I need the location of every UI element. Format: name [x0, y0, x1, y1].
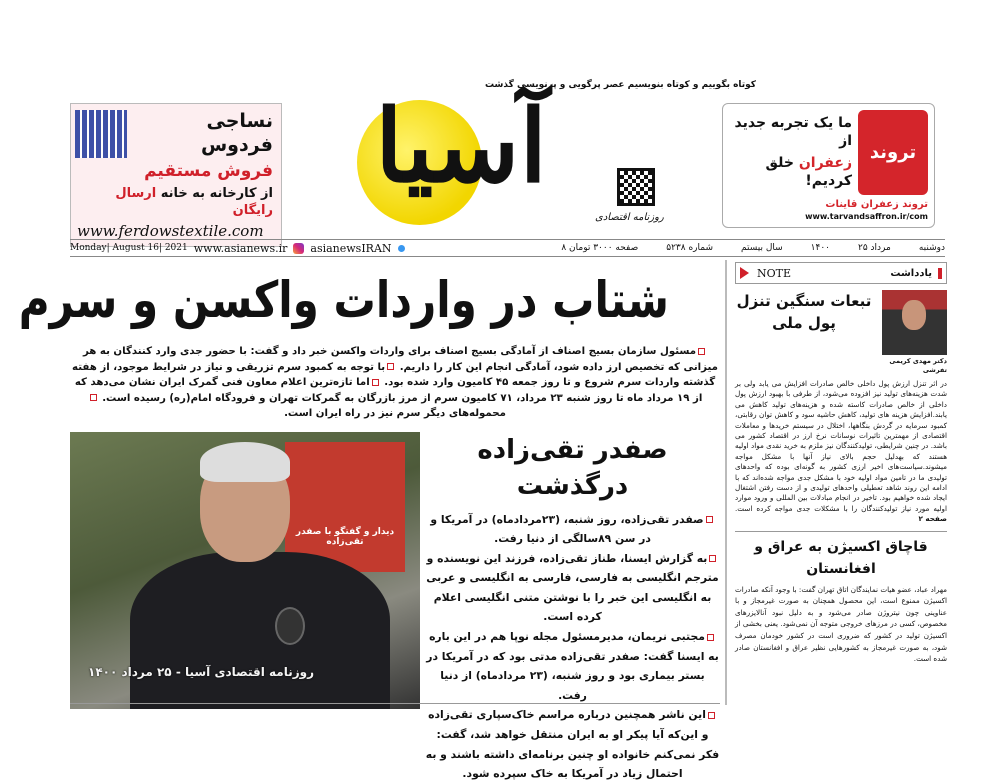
ad-top-row: [729, 110, 928, 195]
note-header: [735, 290, 947, 375]
ad-url[interactable]: www.tarvandsaffron.ir/com: [805, 212, 928, 221]
paragraph: [425, 510, 720, 549]
divider: [735, 531, 947, 532]
article2-headline[interactable]: قاچاق اکسیژن به عراق و افغانستان: [754, 538, 928, 577]
tarvand-saffron-ad[interactable]: [722, 103, 935, 228]
pages-price: ۸ صفحه ۳۰۰۰ تومان: [561, 243, 639, 253]
tarvand-logo: تروند: [858, 110, 928, 195]
page-reference-link[interactable]: صفحه ۲: [918, 514, 947, 524]
newspaper-name: آسیا: [375, 87, 548, 205]
verified-icon: [398, 245, 405, 252]
article2-body: مهراد عباد، عضو هیات نمایندگان اتاق تهران گفت: با وجود آنکه صادرات اکسیژن ممنوع است، این محصول همچنان به صورت غیرمجاز و با عناوینی چون نیتروژن صادر می‌شود و به دلیل نبود آنالایزرهای مخصوص، کسی در مرزهای خروجی متوجه آن نمی‌شود. یعنی بخشی از اکسیژن تولید در کشور که ضروری است در کشور خودمان مصرف شود، به صورت غیرمجاز به کشورهایی نظیر عراق و افغانستان صادر شده است.: [735, 584, 947, 664]
author-photo: [882, 290, 947, 355]
instagram-icon: [293, 243, 304, 254]
obituary-text: [425, 432, 720, 784]
ad-title: نساجی فردوس: [200, 110, 273, 156]
day-month: ۲۵ مرداد: [858, 243, 891, 253]
main-headline[interactable]: شتاب در واردات واکسن و سرم: [18, 271, 669, 329]
obituary-story: [70, 432, 720, 784]
date-bar-right: [561, 243, 945, 253]
lead-text: با توجه به کمبود سرم تزریقی و نیاز در شرایط موجود، از هفته گذشته واردات سرم شروع و تا روز جمعه ۴۵ کامیون وارد شده بود.: [72, 361, 716, 388]
bullet-icon: [90, 394, 97, 401]
instagram-handle[interactable]: asianewsIRAN: [310, 241, 392, 255]
textile-pattern-logo: [75, 110, 127, 158]
paragraph-text: صفدر تقی‌زاده، روز شنبه، (۲۳مردادماه) در آمریکا و در سن ۸۹سالگی از دنیا رفت.: [430, 512, 704, 546]
bullet-icon: [698, 348, 705, 355]
note-author: دکتر مهدی کریمی تفرشی: [889, 357, 947, 374]
lead-paragraph: [70, 344, 720, 422]
ad-subtitle: فروش مستقیم: [144, 161, 273, 181]
year-number: ۱۴۰۰: [810, 243, 830, 253]
main-column: [18, 262, 720, 784]
issue-number: شماره ۵۲۳۸: [666, 243, 714, 253]
obituary-headline[interactable]: صفدر تقی‌زاده درگذشت: [477, 434, 668, 501]
paragraph-text: این ناشر همچنین درباره مراسم خاک‌سپاری تقی‌زاده و این‌که آیا پیکر او به ایران منتقل خواهد شد، گفت: فکر نمی‌کنم خانواده او چنین برنامه‌ای داشته باشند و به احتمال زیاد در آمریکا به خاک سپرده شود.: [425, 708, 720, 781]
obituary-body: [425, 510, 720, 784]
lead-text: اما تازه‌ترین اعلام معاون فنی گمرک ایران نشان می‌دهد که از ۱۹ مرداد ماه تا روز شنبه ۲۳ مرداد، ۷۱ کامیون سرم از مرز بازرگان به گمرکات تهران و فرودگاه امام(ره) رسیده است.: [74, 377, 703, 404]
paragraph: [425, 627, 720, 705]
play-arrow-icon: [740, 267, 749, 279]
bullet-icon: [706, 516, 713, 523]
ad-slogans: [729, 110, 852, 190]
masthead-logo: [345, 80, 757, 230]
ad-footer: [729, 199, 928, 221]
ad-offer-text: از کارخانه به خانه: [160, 186, 273, 201]
ad-offer-highlight: ارسال رایگان: [115, 186, 273, 218]
bullet-icon: [709, 555, 716, 562]
website-link[interactable]: www.asianews.ir: [193, 241, 288, 255]
bullet-icon: [707, 634, 714, 641]
paragraph: [425, 705, 720, 783]
paragraph-text: به گزارش ایسنا، طناز تقی‌زاده، فرزند این نویسنده و مترجم انگلیسی به فارسی، فارسی به انگلیسی و عربی به انگلیسی این خبر را با نوشتن متنی انگلیسی اعلام کرده است.: [426, 551, 719, 624]
ad-slogan-rest: خلق کردیم!: [765, 155, 852, 189]
date-bar-left: [70, 242, 405, 255]
sidebar-column: [725, 260, 947, 705]
weekday: دوشنبه: [918, 243, 945, 253]
photo-subject-body: [130, 552, 390, 709]
ad-url[interactable]: www.ferdowstextile.com: [77, 222, 264, 240]
photo-watermark: روزنامه اقتصادی آسیا - ۲۵ مرداد ۱۴۰۰: [88, 664, 314, 679]
paragraph-text: مجتبی نریمان، مدیرمسئول مجله نوپا هم در این باره به ایسنا گفت: صفدر تقی‌زاده مدتی بود که در آمریکا در بستر بیماری بود و روز شنبه، (۲۳ مردادماه) از دنیا رفت.: [426, 630, 719, 702]
microphone: [275, 607, 305, 645]
bullet-icon: [708, 712, 715, 719]
ad-slogan-1: ما یک تجربه جدید از: [734, 115, 852, 149]
note-section-header: [735, 262, 947, 284]
ad-offer: [79, 185, 273, 219]
author-block: [879, 290, 947, 375]
photo-subject-hair: [200, 442, 290, 482]
ad-slogan-2: [729, 154, 852, 190]
bullet-icon: [387, 363, 394, 370]
note-headline[interactable]: تبعات سنگین تنزل پول ملی: [736, 292, 872, 332]
masthead-subtitle: روزنامه اقتصادی: [595, 212, 664, 223]
ad-footer-brand: تروند زعفران قاینات: [825, 199, 928, 210]
ad-slogan-highlight: زعفران: [798, 155, 852, 171]
obituary-photo: [70, 432, 420, 709]
event-poster: دیدار و گفتگو با صفدر تقی‌زاده: [285, 442, 405, 572]
ferdows-textile-ad[interactable]: [70, 103, 282, 247]
date-bar: [70, 239, 945, 257]
qr-code-icon[interactable]: [617, 168, 655, 206]
lead-text: محموله‌های دیگر سرم نیز در راه ایران است.: [284, 408, 506, 419]
note-label-fa: یادداشت: [890, 268, 942, 279]
year-label: سال بیستم: [741, 243, 783, 253]
masthead-slogan: کوتاه بگوییم و کوتاه بنویسیم عصر پرگویی و پرنویسی گذشت: [485, 80, 757, 90]
note-label-en: NOTE: [757, 266, 792, 280]
lead-text: مسئول سازمان بسیج اصناف از آمادگی بسیج اصناف برای واردات واکسن خبر داد و گفت: با حضور جدی وارد کنندگان به هر میزانی که تخصیص ارز داده شود، آمادگی انجام این کار را داریم.: [82, 346, 718, 373]
paragraph: [425, 549, 720, 627]
note-text: در اثر تنزل ارزش پول داخلی خالص صادرات افزایش می یابد ولی بر شدت هزینه‌های تولید نیز افزوده می‌شود، از طرفی با بهبود ارزش پول داخلی از خالص صادرات کاسته شده و هزینه‌های تولید کاهش می یابند.افزایش هزینه های تولید، کاهش حاشیه سود و کاهش توان رقابتی، کمبود سرمایه در گردش بنگاهها، اختلال در سیستم خریدها و معاملات اقتصادی از مهمترین تاثیرات نوسانات نرخ ارز در اقتصاد کشور می باشد. در چنین شرایطی، تولیدکنندگان نیز ملزم به خرید نقدی مواد اولیه هستند که بهدلیل حجم بالای نیاز آنها با مشکل مواجه میشوند.سیاست‌های اخیر ارزی کشور به گونه‌ای بوده که واحدهای تولیدی ما در تامین مواد اولیه خود با مشکل جدی مواجه شده‌اند که با ادامه این روند شاهد تعطیلی واحدهای تولیدی و از دست رفتن اشتغال ایجاد شده خواهیم بود. تاخیر در انجام مبادلات بین المللی و ورود موارد اولیه مورد نیاز تولیدکنندگان را با مشکلات جدی مواجه کرده است.: [735, 379, 947, 513]
english-date: Monday| August 16| 2021: [70, 243, 188, 253]
note-body: [735, 379, 947, 525]
bottom-rule: [70, 703, 720, 704]
bullet-icon: [372, 379, 379, 386]
